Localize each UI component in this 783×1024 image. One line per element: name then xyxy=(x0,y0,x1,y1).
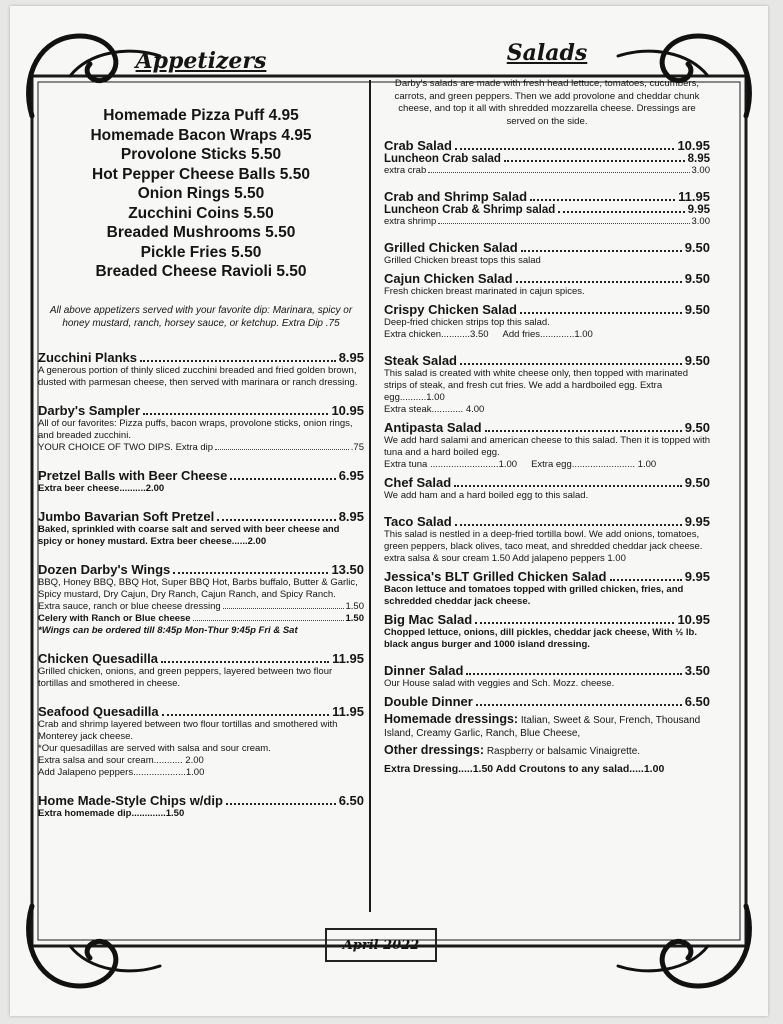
sub-label: Extra sauce, ranch or blue cheese dressing xyxy=(38,600,221,612)
wings-note: *Wings can be ordered till 8:45p Mon-Thur 9:45p Fri & Sat xyxy=(38,624,298,636)
menu-date: April 2022 xyxy=(325,928,437,962)
item-name: Dinner Salad xyxy=(384,663,464,678)
item-name: Steak Salad xyxy=(384,353,457,368)
sub-price: .75 xyxy=(350,441,364,453)
menu-item-pretzel-balls xyxy=(38,468,364,495)
item-description: This salad is created with white cheese only, then topped with marinated strips of steak, and fresh cut fries. We add a hardboiled egg. Extra egg..........1.00 xyxy=(384,368,688,403)
sub-price: 1.50 xyxy=(345,612,364,624)
item-description: Deep-fried chicken strips top this salad. xyxy=(384,317,550,328)
item-price: 10.95 xyxy=(677,612,710,627)
item-description: We add hard salami and american cheese to this salad. Then it is topped with tuna and a hard boiled egg. xyxy=(384,435,711,458)
item-price: 10.95 xyxy=(677,138,710,153)
menu-item-crab-shrimp-salad xyxy=(384,189,710,228)
item-price: 8.95 xyxy=(338,508,364,524)
item-extra: Extra tuna ..........................1.00 xyxy=(384,459,518,470)
item-price: 11.95 xyxy=(332,650,364,666)
appetizer-list xyxy=(38,106,364,282)
homemade-dressings xyxy=(384,713,710,740)
item-name: Chef Salad xyxy=(384,475,452,490)
item-name: Jumbo Bavarian Soft Pretzel xyxy=(38,508,215,524)
item-price: 6.50 xyxy=(684,694,710,709)
item-extra: Add Jalapeno peppers....................1.00 xyxy=(38,766,205,778)
item-price: 9.50 xyxy=(684,475,710,490)
item-extra: Extra steak............ 4.00 xyxy=(384,404,485,415)
item-name: Zucchini Planks xyxy=(38,349,137,365)
item-price: 9.50 xyxy=(684,353,710,368)
item-extra: extra salsa & sour cream 1.50 Add jalapeno peppers 1.00 xyxy=(384,553,626,564)
item-price: 6.50 xyxy=(338,792,364,808)
menu-item-bavarian-pretzel xyxy=(38,509,364,548)
item-extra: Extra chicken...........3.50 xyxy=(384,329,489,340)
item-price: 9.50 xyxy=(684,302,710,317)
sub-label: YOUR CHOICE OF TWO DIPS. Extra dip xyxy=(38,441,214,453)
sub-price: 1.50 xyxy=(345,600,364,612)
menu-item-homemade-chips xyxy=(38,793,364,820)
list-item: Homemade Bacon Wraps 4.95 xyxy=(90,126,312,144)
sub-label: extra crab xyxy=(384,165,427,176)
item-description: Bacon lettuce and tomatoes topped with grilled chicken, fries, and schredded cheddar jack cheese. xyxy=(384,584,684,607)
item-extra: Extra salsa and sour cream........... 2.00 xyxy=(38,754,204,766)
list-item: Pickle Fries 5.50 xyxy=(140,243,262,261)
item-description: Crab and shrimp layered between two flour tortillas and smothered with Monterey jack cheese. xyxy=(38,718,338,742)
menu-item-crab-salad xyxy=(384,138,710,177)
menu-item-double-dinner xyxy=(384,694,710,709)
sub-label: extra shrimp xyxy=(384,216,437,227)
item-description: Grilled chicken, onions, and green peppers, layered between two flour tortillas and smothered in cheese. xyxy=(38,665,333,689)
item-name: Crab and Shrimp Salad xyxy=(384,189,528,204)
item-price: 11.95 xyxy=(678,189,710,204)
item-price: 8.95 xyxy=(687,153,710,165)
dip-note: All above appetizers served with your favorite dip: Marinara, spicy or honey mustard, ranch, horsey sauce, or ketchup. Extra Dip .75 xyxy=(49,304,353,329)
list-item: Onion Rings 5.50 xyxy=(137,185,265,202)
item-name: Double Dinner xyxy=(384,694,473,709)
item-description: BBQ, Honey BBQ, BBQ Hot, Super BBQ Hot, Barbs buffalo, Butter & Garlic, Spicy mustard, Dry Cajun, Dry Ranch, Cajun Ranch, and Spicy Ranch. xyxy=(38,576,358,600)
item-name: Pretzel Balls with Beer Cheese xyxy=(38,467,228,483)
item-name: Luncheon Crab & Shrimp salad xyxy=(384,204,556,216)
menu-item-cajun-chicken-salad xyxy=(384,271,710,298)
menu-item-steak-salad xyxy=(384,353,710,416)
menu-item-chicken-quesadilla xyxy=(38,651,364,690)
sub-label: Celery with Ranch or Blue cheese xyxy=(38,612,191,624)
item-description: Fresh chicken breast marinated in cajun spices. xyxy=(384,286,585,297)
item-note: *Our quesadillas are served with salsa and sour cream. xyxy=(38,742,271,754)
list-item: Breaded Cheese Ravioli 5.50 xyxy=(95,263,307,280)
item-name: Home Made-Style Chips w/dip xyxy=(38,792,223,808)
menu-item-dinner-salad xyxy=(384,663,710,690)
item-name: Big Mac Salad xyxy=(384,612,473,627)
list-item: Breaded Mushrooms 5.50 xyxy=(106,224,296,241)
item-description: Our House salad with veggies and Sch. Mozz. cheese. xyxy=(384,678,615,689)
list-item: Homemade Pizza Puff 4.95 xyxy=(103,107,299,124)
item-description: We add ham and a hard boiled egg to this salad. xyxy=(384,490,589,501)
dressings-list: Italian, Sweet & Sour, French, Thousand Island, Creamy Garlic, Ranch, Blue Cheese, xyxy=(384,715,701,739)
list-item: Provolone Sticks 5.50 xyxy=(120,146,282,163)
item-price: 9.95 xyxy=(687,204,710,216)
item-price: 6.95 xyxy=(338,467,364,483)
item-name: Crispy Chicken Salad xyxy=(384,302,517,317)
item-description: A generous portion of thinly sliced zucchini breaded and fried golden brown, dusted with parmesan cheese, then served with marinara or ranch dressing. xyxy=(38,364,358,388)
menu-item-darbys-sampler xyxy=(38,403,364,454)
menu-item-taco-salad xyxy=(384,514,710,565)
dressings-label: Homemade dressings: xyxy=(384,712,519,726)
sub-price: 3.00 xyxy=(691,165,710,176)
item-name: Taco Salad xyxy=(384,514,452,529)
other-dressings xyxy=(384,744,710,758)
other-dressings-label: Other dressings: xyxy=(384,743,485,757)
item-name: Dozen Darby's Wings xyxy=(38,561,171,577)
item-description: Grilled Chicken breast tops this salad xyxy=(384,255,541,266)
column-divider xyxy=(369,80,371,912)
menu-item-crispy-chicken-salad xyxy=(384,302,710,341)
item-extra: Extra homemade dip.............1.50 xyxy=(38,807,185,819)
menu-item-grilled-chicken-salad xyxy=(384,240,710,267)
appetizers-column xyxy=(38,48,364,820)
item-description: Baked, sprinkled with coarse salt and served with beer cheese and spicy or honey mustard. Extra beer cheese......2.00 xyxy=(38,523,340,547)
item-extra: Extra beer cheese..........2.00 xyxy=(38,482,165,494)
menu-item-zucchini-planks xyxy=(38,350,364,389)
item-name: Crab Salad xyxy=(384,138,452,153)
list-item: Zucchini Coins 5.50 xyxy=(128,204,274,222)
item-price: 9.50 xyxy=(684,271,710,286)
other-dressings-list: Raspberry or balsamic Vinaigrette. xyxy=(486,746,641,757)
item-price: 13.50 xyxy=(331,561,364,577)
menu-item-blt-chicken-salad xyxy=(384,569,710,608)
sub-price: 3.00 xyxy=(691,216,710,227)
item-price: 9.50 xyxy=(684,240,710,255)
extra-dressing-note: Extra Dressing.....1.50 Add Croutons to any salad.....1.00 xyxy=(384,763,665,775)
item-name: Seafood Quesadilla xyxy=(38,703,159,719)
item-extra: Extra egg........................ 1.00 xyxy=(531,459,657,470)
item-name: Jessica's BLT Grilled Chicken Salad xyxy=(384,569,607,584)
item-price: 9.95 xyxy=(684,569,710,584)
item-name: Luncheon Crab salad xyxy=(384,153,501,165)
item-price: 3.50 xyxy=(684,663,710,678)
salads-intro: Darby's salads are made with fresh head lettuce, tomatoes, cucumbers, carrots, and green peppers. Then we add provolone and cheddar chunk cheese, and top it all with shredded mozzarella cheese. Dressings are served on the side. xyxy=(394,78,700,127)
salads-heading: Salads xyxy=(506,40,588,66)
list-item: Hot Pepper Cheese Balls 5.50 xyxy=(92,165,310,183)
item-price: 10.95 xyxy=(331,402,364,418)
menu-item-chef-salad xyxy=(384,475,710,502)
item-extra: Add fries.............1.00 xyxy=(502,329,593,340)
item-name: Darby's Sampler xyxy=(38,402,141,418)
salads-column xyxy=(384,40,710,776)
item-name: Cajun Chicken Salad xyxy=(384,271,513,286)
menu-item-antipasta-salad xyxy=(384,420,710,471)
item-price: 9.95 xyxy=(684,514,710,529)
item-name: Chicken Quesadilla xyxy=(38,650,158,666)
item-name: Antipasta Salad xyxy=(384,420,482,435)
item-name: Grilled Chicken Salad xyxy=(384,240,518,255)
item-description: This salad is nestled in a deep-fried tortilla bowl. We add onions, tomatoes, green peppers, black olives, taco meat, and shredded cheddar jack cheese. xyxy=(384,529,703,552)
menu-item-big-mac-salad xyxy=(384,612,710,651)
item-price: 8.95 xyxy=(338,349,364,365)
menu-item-darbys-wings xyxy=(38,562,364,637)
menu-item-seafood-quesadilla xyxy=(38,704,364,779)
item-description: Chopped lettuce, onions, dill pickles, cheddar jack cheese, With ½ lb. black angus burger and 1000 island dressing. xyxy=(384,627,697,650)
item-price: 11.95 xyxy=(332,703,364,719)
appetizers-heading: Appetizers xyxy=(135,48,267,74)
item-price: 9.50 xyxy=(684,420,710,435)
item-description: All of our favorites: Pizza puffs, bacon wraps, provolone sticks, onion rings, and breaded zucchini. xyxy=(38,417,353,441)
